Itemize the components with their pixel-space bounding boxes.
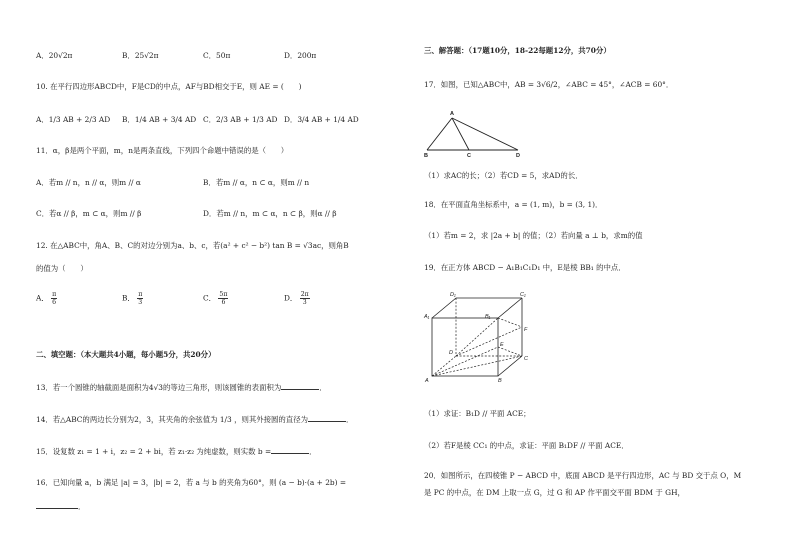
label-e: E (500, 342, 504, 348)
q12-option-d (284, 291, 310, 306)
q10-option-d: D．3/4 AB + 1/4 AD (284, 115, 359, 124)
diagonal-ac-hidden (432, 356, 522, 376)
q13: 13．若一个圆锥的轴截面是面积为4√3的等边三角形，则该圆锥的表面积为 ． (36, 383, 327, 392)
q12-option-c-den: 6 (221, 299, 226, 306)
label-b1: B₁ (485, 314, 491, 320)
q12-option-b-den: 3 (138, 299, 143, 306)
q9-option-a: A．20√2π (36, 51, 73, 60)
segment-ec-hidden (498, 347, 522, 356)
q19-cube-figure (422, 288, 534, 384)
q12-option-d-num: 2π (300, 291, 309, 298)
q12-stem-continued: 的值为（ ） (36, 264, 88, 273)
label-d: D (516, 153, 520, 159)
q18-subquestions: （1）若m = 2，求 |2a + b| 的值；（2）若向量 a ⊥ b，求m的值 (424, 231, 643, 240)
q17-subquestions: （1）求AC的长；（2）若CD = 5，求AD的长． (424, 171, 583, 180)
q11-option-c: C．若α // β，m ⊂ α，则m // β (36, 209, 142, 218)
q12-option-d-letter: D． (284, 293, 298, 303)
q11-stem: 11．α，β是两个平面，m，n是两条直线，下列四个命题中错误的是（ ） (36, 146, 289, 155)
q12-option-a-fraction (51, 291, 57, 306)
q12-option-d-den: 3 (302, 299, 307, 306)
q12-option-a-den: 6 (52, 299, 57, 306)
side-ab (427, 118, 452, 150)
q12-option-d-fraction (300, 291, 310, 306)
q16-answer-blank[interactable] (36, 500, 78, 509)
q19-subquestion-1: （1）求证：B₁D // 平面 ACE； (424, 409, 531, 418)
label-a: A (450, 111, 454, 117)
q19-subquestion-2: （2）若F是棱 CC₁ 的中点，求证：平面 B₁DF // 平面 ACE． (424, 441, 629, 450)
label-c: C (524, 356, 528, 362)
segment-ae-hidden (432, 347, 498, 376)
label-a1: A₁ (424, 314, 430, 320)
segment-b1f-hidden (498, 318, 522, 327)
q12-option-a (36, 291, 57, 306)
q18-stem: 18．在平面直角坐标系中，a = (1, m)，b = (3, 1)． (424, 200, 603, 209)
q11-option-b: B．若m // α，n ⊂ α，则m // n (203, 178, 310, 187)
label-c1: C₁ (520, 292, 526, 298)
q13-answer-blank[interactable] (281, 381, 319, 390)
q12-option-c (203, 291, 228, 306)
edge-b1c1 (498, 298, 522, 318)
q12-option-c-num: 5π (219, 291, 228, 298)
q9-option-b: B．25√2π (122, 51, 159, 60)
label-f: F (524, 327, 528, 333)
q10-stem: 10. 在平行四边形ABCD中，F是CD的中点，AF与BD相交于E，则 AE = ( ) (36, 82, 302, 91)
q10-option-b: B．1/4 AB + 3/4 AD (122, 115, 197, 124)
q14-text: 14．若△ABC的两边长分别为2，3，其夹角的余弦值为 1/3 ，则其外接圆的直径为 (36, 415, 308, 424)
q13-text: 13．若一个圆锥的轴截面是面积为4√3的等边三角形，则该圆锥的表面积为 (36, 383, 282, 392)
segment-df-hidden (456, 327, 522, 356)
q14-answer-blank[interactable] (308, 413, 346, 422)
q12-option-c-letter: C． (203, 293, 217, 303)
q12-option-b (122, 291, 143, 306)
q16-text: 16．已知向量 a，b 满足 |a| = 3，|b| = 2，若 a 与 b 的夹角为60°，则 (a − b)·(a + 2b) = (36, 478, 347, 487)
edge-a1d1 (432, 298, 456, 318)
label-a: A (425, 378, 429, 384)
q11-option-d: D．若m // n，m ⊂ α，n ⊂ β，则α // β (203, 209, 337, 218)
q12-option-b-fraction (137, 291, 143, 306)
q9-option-c: C．50π (203, 51, 231, 60)
label-b: B (498, 378, 502, 384)
q12-stem: 12. 在△ABC中，角A、B、C的对边分别为a、b、c，若(a² + c² − b²) tan B = √3ac，则角B (36, 241, 349, 250)
q15-answer-blank[interactable] (271, 445, 309, 454)
q12-option-b-letter: B． (122, 293, 135, 303)
q12-option-b-num: π (138, 291, 143, 298)
q15: 15．设复数 z₁ = 1 + i，z₂ = 2 + bi，若 z₁·z₂ 为纯虚数，则实数 b = ． (36, 447, 317, 456)
q12-option-a-num: π (52, 291, 57, 298)
diagonal-db1-hidden (456, 318, 498, 356)
label-d1: D₁ (450, 292, 456, 298)
q12-option-a-letter: A． (36, 293, 49, 303)
q15-text: 15．设复数 z₁ = 1 + i，z₂ = 2 + bi，若 z₁·z₂ 为纯虚数，则实数 b = (36, 447, 272, 456)
label-c: C (467, 153, 471, 159)
q19-stem: 19．在正方体 ABCD − A₁B₁C₁D₁ 中，E是棱 BB₁ 的中点． (424, 263, 626, 272)
q16-answer-line: ． (36, 500, 85, 512)
section-3-heading: 三、解答题：（17题10分，18-22每题12分，共70分） (424, 46, 611, 55)
label-b: B (424, 153, 428, 159)
side-ad (452, 118, 518, 150)
side-ac (452, 118, 469, 150)
q10-option-a: A．1/3 AB + 2/3 AD (36, 115, 111, 124)
q20-stem-line-1: 20．如图所示，在四棱锥 P − ABCD 中，底面 ABCD 是平行四边形，AC 与 BD 交于点 O，M (424, 471, 742, 480)
q17-triangle-figure (424, 108, 528, 160)
q12-option-c-fraction (218, 291, 228, 306)
q17-stem: 17．如图，已知△ABC中，AB = 3√6/2，∠ABC = 45°，∠ACB = 60°． (424, 80, 674, 89)
label-d: D (449, 350, 453, 356)
q10-option-c: C．2/3 AB + 1/3 AD (203, 115, 278, 124)
q9-option-d: D．200π (284, 51, 317, 60)
q14: 14．若△ABC的两边长分别为2，3，其夹角的余弦值为 1/3 ，则其外接圆的直径为 ． (36, 415, 354, 424)
section-2-heading: 二、填空题：（本大题共4小题，每小题5分，共20分） (36, 350, 216, 359)
q11-option-a: A．若m // n，n // α，则m // α (36, 178, 141, 187)
q20-stem-line-2: 是 PC 的中点，在 DM 上取一点 G，过 G 和 AP 作平面交平面 BDM 于 GH， (424, 488, 685, 497)
